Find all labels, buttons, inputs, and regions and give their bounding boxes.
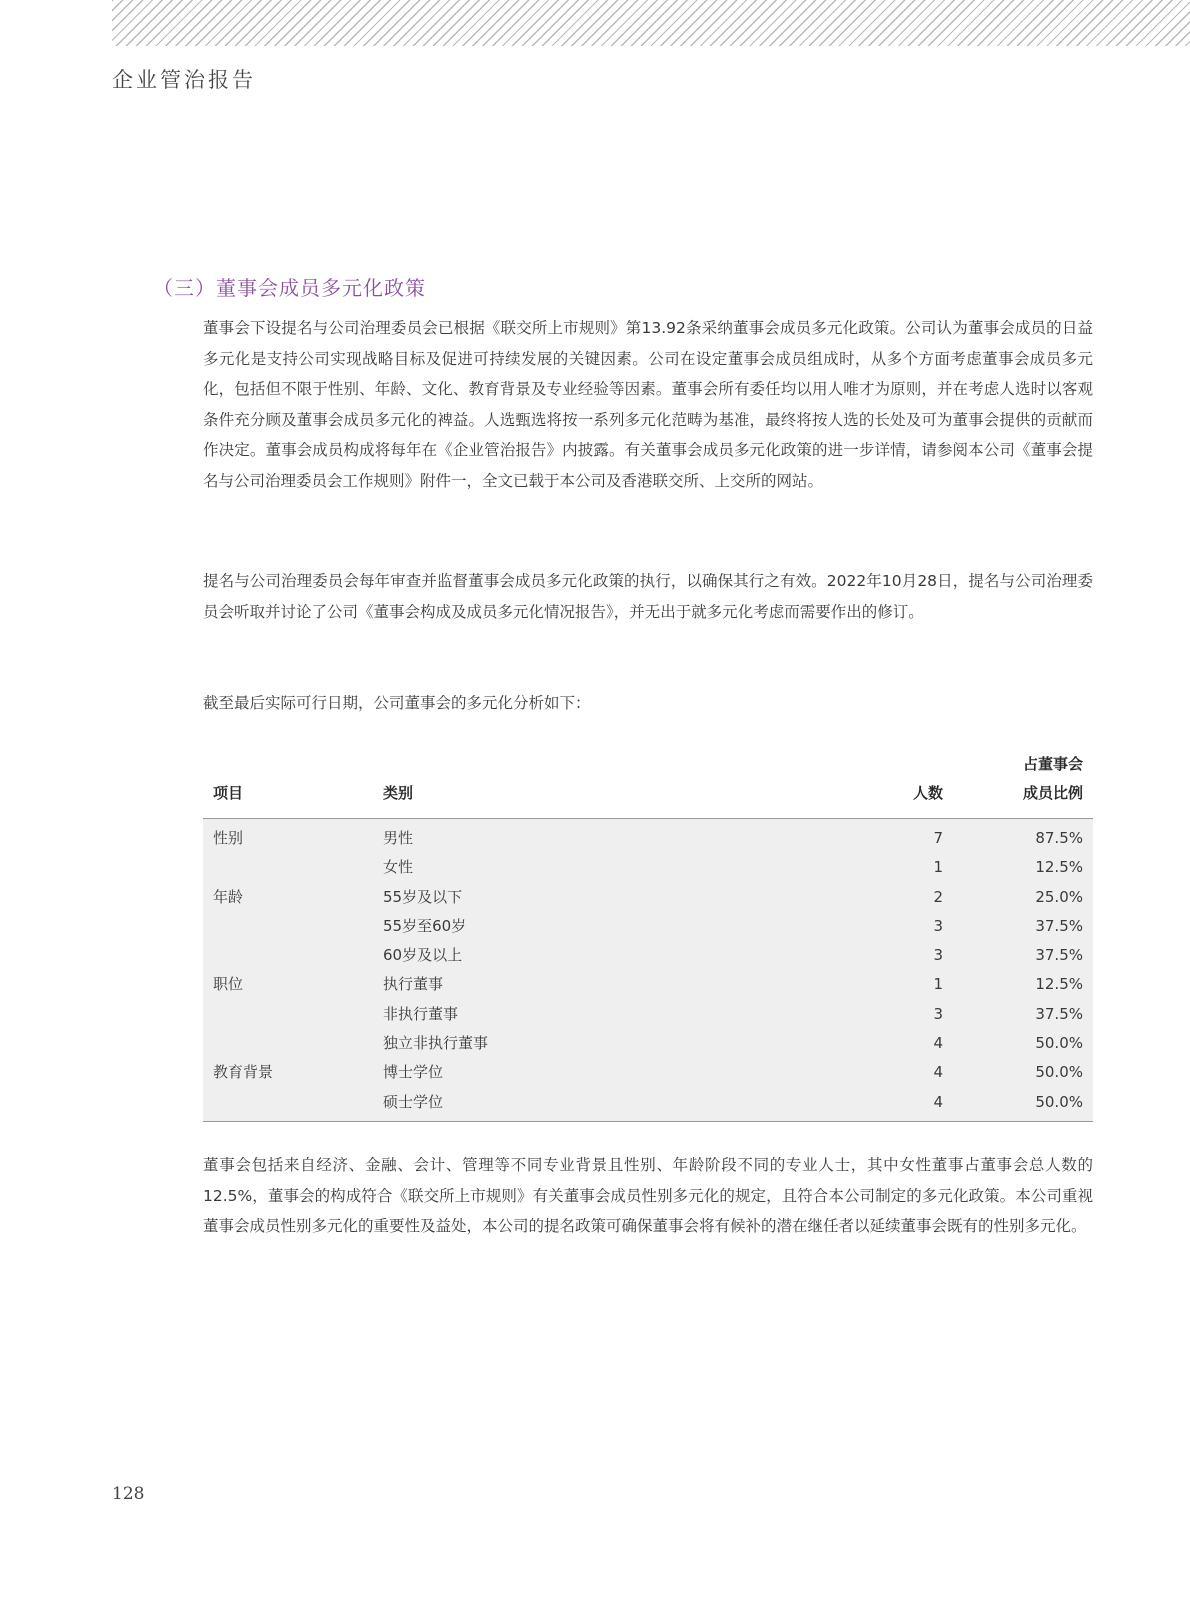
cell-item (203, 912, 373, 941)
cell-ratio: 37.5% (1035, 946, 1083, 965)
report-section-title: 企业管治报告 (112, 68, 256, 92)
cell-ratio: 87.5% (1035, 829, 1083, 847)
cell-item: 年龄 (213, 887, 244, 906)
header-count: 人数 (823, 750, 953, 819)
table-row (203, 1088, 1093, 1121)
table-row (203, 853, 1093, 882)
table-row (203, 883, 1093, 912)
page-number: 128 (112, 1484, 145, 1504)
table-row (203, 1058, 1093, 1087)
cell-item: 职位 (213, 975, 244, 994)
cell-category: 独立非执行董事 (383, 1034, 489, 1053)
section-heading: （三）董事会成员多元化政策 (153, 276, 426, 300)
cell-category: 博士学位 (383, 1063, 444, 1082)
cell-ratio: 50.0% (1035, 1034, 1083, 1053)
table-row (203, 819, 1093, 854)
table-row (203, 1029, 1093, 1058)
cell-category: 55岁至60岁 (383, 916, 467, 935)
cell-item: 性别 (213, 829, 244, 847)
cell-category: 执行董事 (383, 975, 444, 994)
table-row (203, 1000, 1093, 1029)
table-row (203, 912, 1093, 941)
cell-category: 男性 (383, 829, 414, 847)
cell-item (203, 1029, 373, 1058)
gender-diversity-paragraph: 董事会包括来自经济、金融、会计、管理等不同专业背景且性别、年龄阶段不同的专业人士，其中女性董事占董事会总人数的12.5%，董事会的构成符合《联交所上市规则》有关董事会成员性别多元化的规定，且符合本公司制定的多元化政策。本公司重视董事会成员性别多元化的重要性及益处，本公司的提名政策可确保董事会将有候补的潜在继任者以延续董事会既有的性别多元化。 (203, 1156, 1093, 1235)
cell-count: 1 (933, 858, 943, 877)
cell-category: 硕士学位 (383, 1092, 444, 1111)
cell-ratio: 37.5% (1035, 1004, 1083, 1023)
header-ratio (953, 750, 1093, 819)
header-category: 类别 (373, 750, 823, 819)
cell-ratio: 50.0% (1035, 1063, 1083, 1082)
header-hatch-band (112, 0, 1190, 46)
cell-ratio: 12.5% (1035, 975, 1083, 994)
table-row (203, 941, 1093, 970)
cell-item (203, 1000, 373, 1029)
cell-category: 60岁及以上 (383, 946, 463, 965)
cell-count: 3 (933, 1004, 943, 1023)
header-ratio-line2: 成员比例 (1022, 784, 1083, 802)
cell-ratio: 50.0% (1035, 1092, 1083, 1111)
table-intro-paragraph: 截至最后实际可行日期，公司董事会的多元化分析如下： (203, 694, 591, 712)
cell-category: 非执行董事 (383, 1004, 459, 1023)
cell-ratio: 37.5% (1035, 916, 1083, 935)
cell-count: 2 (933, 887, 943, 906)
cell-item (203, 853, 373, 882)
review-paragraph: 提名与公司治理委员会每年审查并监督董事会成员多元化政策的执行，以确保其行之有效。2022年10月28日，提名与公司治理委员会听取并讨论了公司《董事会构成及成员多元化情况报告》，并无出于就多元化考虑而需要作出的修订。 (203, 572, 1093, 621)
cell-count: 1 (933, 975, 943, 994)
cell-item (203, 1088, 373, 1121)
cell-count: 4 (933, 1092, 943, 1111)
cell-count: 3 (933, 916, 943, 935)
cell-item: 教育背景 (213, 1063, 274, 1082)
cell-ratio: 12.5% (1035, 858, 1083, 877)
cell-count: 7 (933, 829, 943, 847)
cell-item (203, 941, 373, 970)
table-bottom-rule (203, 1121, 1093, 1122)
header-ratio-line1: 占董事会 (1022, 755, 1083, 773)
table-header-row (203, 750, 1093, 819)
table-row (203, 970, 1093, 999)
header-item: 项目 (203, 750, 373, 819)
cell-count: 3 (933, 946, 943, 965)
policy-paragraph: 董事会下设提名与公司治理委员会已根据《联交所上市规则》第13.92条采纳董事会成员多元化政策。公司认为董事会成员的日益多元化是支持公司实现战略目标及促进可持续发展的关键因素。公司在设定董事会成员组成时，从多个方面考虑董事会成员多元化，包括但不限于性别、年龄、文化、教育背景及专业经验等因素。董事会所有委任均以用人唯才为原则，并在考虑人选时以客观条件充分顾及董事会成员多元化的裨益。人选甄选将按一系列多元化范畴为基准，最终将按人选的长处及可为董事会提供的贡献而作决定。董事会成员构成将每年在《企业管治报告》内披露。有关董事会成员多元化政策的进一步详情，请参阅本公司《董事会提名与公司治理委员会工作规则》附件一，全文已载于本公司及香港联交所、上交所的网站。 (203, 319, 1093, 490)
cell-ratio: 25.0% (1035, 887, 1083, 906)
cell-count: 4 (933, 1063, 943, 1082)
cell-count: 4 (933, 1034, 943, 1053)
cell-category: 女性 (383, 858, 414, 877)
diversity-table (203, 750, 1093, 1122)
cell-category: 55岁及以下 (383, 887, 463, 906)
